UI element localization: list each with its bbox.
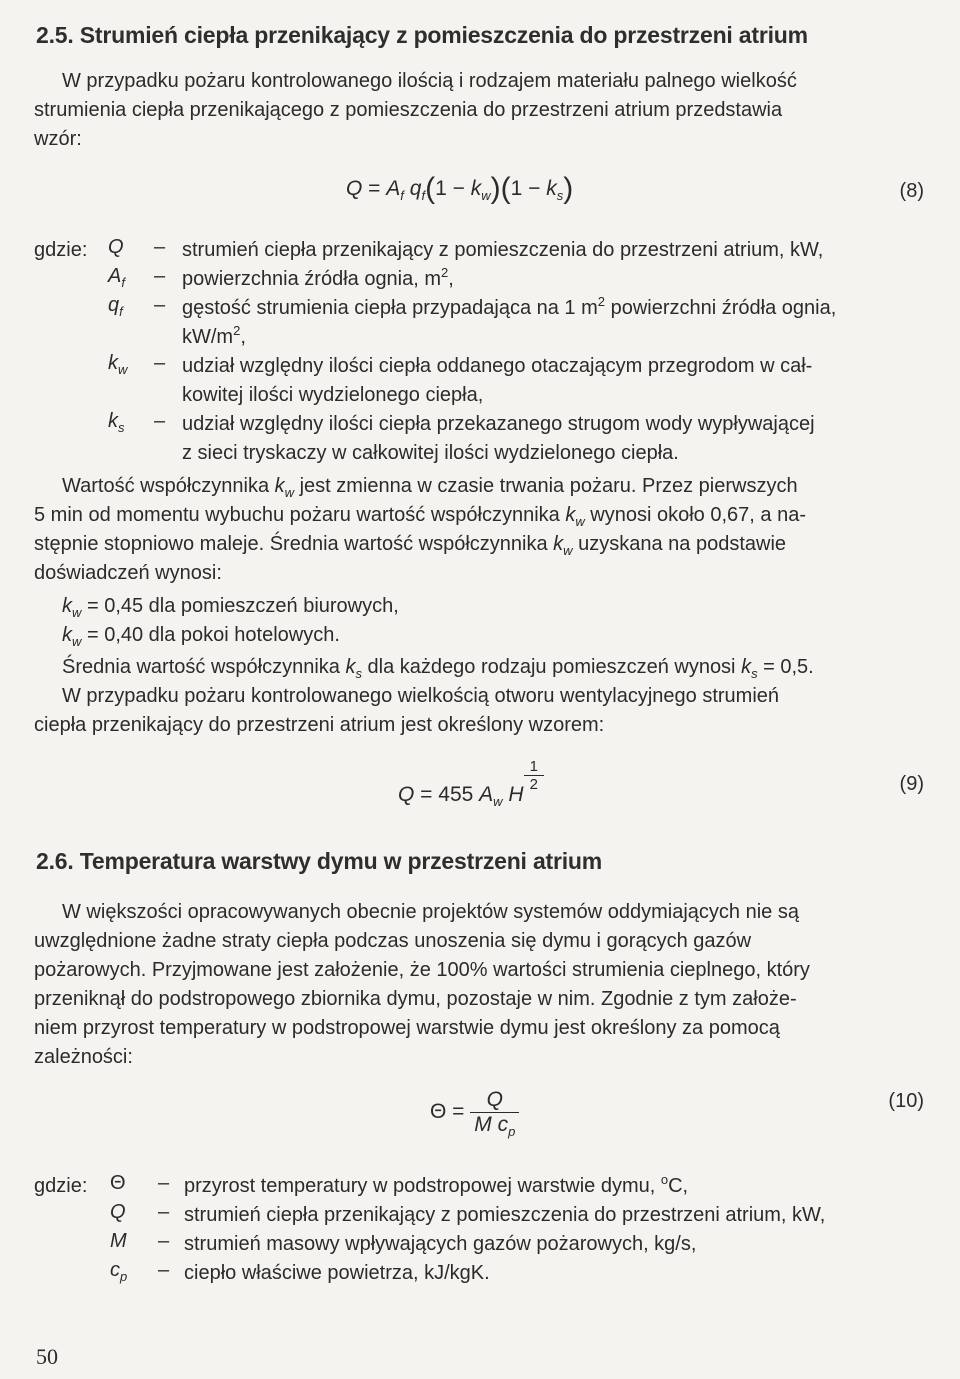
def-symbol: $A_f$: [108, 265, 125, 290]
def-text: strumień ciepła przenikający z pomieszczenia do przestrzeni atrium, kW,: [184, 1204, 826, 1226]
kw-paragraph-line-1: Wartość współczynnika $k_w$ jest zmienna w czasie trwania pożaru. Przez pierwszych: [62, 475, 798, 500]
def-dash: –: [158, 1201, 170, 1223]
smoke-paragraph-line-4: przeniknął do podstropowego zbiornika dymu, pozostaje w nim. Zgodnie z tym założe-: [34, 988, 797, 1010]
intro-line-3: wzór:: [34, 128, 82, 150]
kw-value-hotel: $k_w = 0,40$ dla pokoi hotelowych.: [62, 624, 340, 649]
vent-paragraph-line-2: ciepła przenikający do przestrzeni atrium jest określony wzorem:: [34, 714, 605, 736]
equation-10: Θ = $\frac{Q}{M c_p}$: [430, 1088, 519, 1137]
vent-paragraph-line-1: W przypadku pożaru kontrolowanego wielkością otworu wentylacyjnego strumień: [62, 685, 780, 707]
def-symbol: Q: [110, 1201, 126, 1223]
def-text-continuation: kowitej ilości wydzielonego ciepła,: [182, 384, 484, 406]
equation-8: $Q = A_f$ $q_f(1 - k_w)(1 - k_s)$: [346, 172, 574, 205]
kw-paragraph-line-3: stępnie stopniowo maleje. Średnia wartość współczynnika $k_w$ uzyskana na podstawie: [34, 533, 787, 558]
def-text: strumień ciepła przenikający z pomieszczenia do przestrzeni atrium, kW,: [182, 239, 824, 261]
def-dash: –: [154, 352, 166, 374]
def-dash: –: [154, 265, 166, 287]
def-symbol: $k_s$: [108, 410, 125, 435]
def-text: udział względny ilości ciepła oddanego otaczającym przegrodom w cał-: [182, 355, 813, 377]
ks-paragraph: Średnia wartość współczynnika $k_s$ dla każdego rodzaju pomieszczeń wynosi $k_s = 0,5$.: [62, 656, 814, 681]
smoke-paragraph-line-3: pożarowych. Przyjmowane jest założenie, że 100% wartości strumienia cieplnego, który: [34, 959, 810, 981]
smoke-paragraph-line-2: uwzględnione żadne straty ciepła podczas unoszenia się dymu i gorących gazów: [34, 930, 752, 952]
section-2-5-heading: 2.5. Strumień ciepła przenikający z pomieszczenia do przestrzeni atrium: [36, 22, 808, 48]
def-text-continuation: z sieci tryskaczy w całkowitej ilości wydzielonego ciepła.: [182, 442, 679, 464]
def-dash: –: [154, 294, 166, 316]
kw-paragraph-line-2: 5 min od momentu wybuchu pożaru wartość współczynnika $k_w$ wynosi około 0,67, a na-: [34, 504, 806, 529]
smoke-paragraph-line-1: W większości opracowywanych obecnie projektów systemów oddymiających nie są: [62, 901, 799, 923]
page-number: 50: [36, 1344, 58, 1369]
equation-9: Q = 455 $A_w$ H $\frac{1}{2}$: [398, 758, 544, 807]
def-symbol: $k_w$: [108, 352, 128, 377]
def-symbol: Θ: [110, 1172, 126, 1194]
def-dash: –: [154, 410, 166, 432]
kw-paragraph-line-4: doświadczeń wynosi:: [34, 562, 222, 584]
intro-line-1: W przypadku pożaru kontrolowanego ilością i rodzajem materiału palnego wielkość: [62, 70, 797, 92]
def-symbol: Q: [108, 236, 124, 258]
def-text: strumień masowy wpływających gazów pożarowych, kg/s,: [184, 1233, 697, 1255]
intro-line-2: strumienia ciepła przenikającego z pomieszczenia do przestrzeni atrium przedstawia: [34, 99, 783, 121]
smoke-paragraph-line-6: zależności:: [34, 1046, 133, 1068]
section-2-6-heading: 2.6. Temperatura warstwy dymu w przestrzeni atrium: [36, 848, 603, 874]
def-text: powierzchnia źródła ognia, $m^2$,: [182, 265, 454, 290]
def-text: przyrost temperatury w podstropowej warstwie dymu, $^o$C,: [184, 1172, 689, 1197]
equation-9-number: (9): [899, 773, 924, 795]
def-text: ciepło właściwe powietrza, kJ/kgK.: [184, 1262, 490, 1284]
def-dash: –: [158, 1259, 170, 1281]
kw-value-office: $k_w = 0,45$ dla pomieszczeń biurowych,: [62, 595, 399, 620]
def-dash: –: [158, 1172, 170, 1194]
def-text-continuation: $kW/m^2$,: [182, 323, 246, 348]
smoke-paragraph-line-5: niem przyrost temperatury w podstropowej warstwie dymu jest określony za pomocą: [34, 1017, 780, 1039]
def-symbol: $q_f$: [108, 294, 123, 319]
where-label: gdzie:: [34, 239, 88, 261]
def-text: gęstość strumienia ciepła przypadająca na 1 $m^2$ powierzchni źródła ognia,: [182, 294, 837, 319]
equation-10-number: (10): [888, 1090, 924, 1112]
def-text: udział względny ilości ciepła przekazanego strugom wody wypływającej: [182, 413, 815, 435]
equation-8-number: (8): [899, 180, 924, 202]
def-dash: –: [158, 1230, 170, 1252]
def-symbol: $c_p$: [110, 1259, 128, 1284]
where-label-2: gdzie:: [34, 1175, 88, 1197]
def-symbol: M: [110, 1230, 127, 1252]
def-dash: –: [154, 236, 166, 258]
